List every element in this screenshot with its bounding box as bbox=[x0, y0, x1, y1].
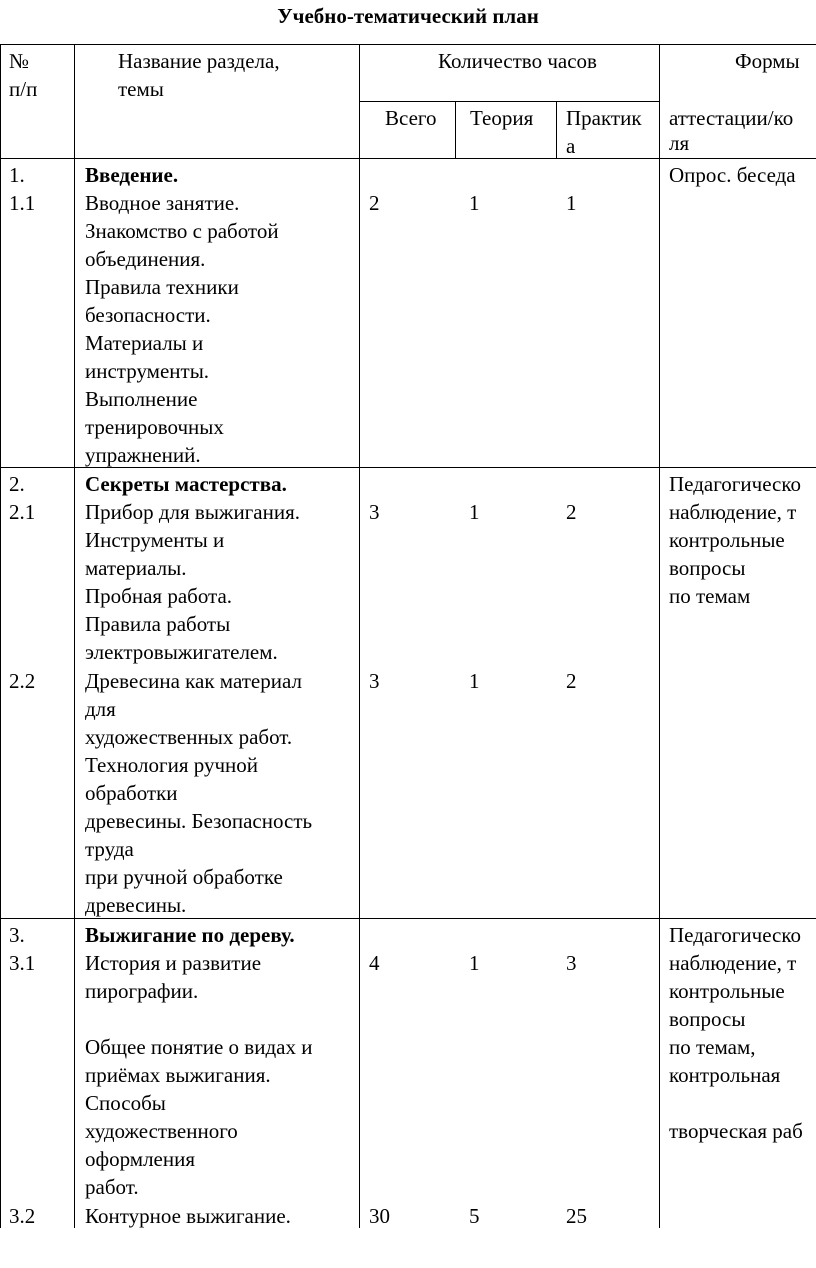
section-1-sub-num: 1.1 bbox=[9, 191, 36, 215]
header-total: Всего bbox=[385, 106, 437, 130]
section-3-practice-2: 25 bbox=[566, 1204, 587, 1228]
section-1-line: тренировочных bbox=[85, 415, 224, 439]
header-hours: Количество часов bbox=[438, 49, 597, 73]
section-3-forms: Педагогическо bbox=[669, 923, 802, 947]
section-3-forms: творческая раб bbox=[669, 1119, 803, 1143]
section-3-line: художественного bbox=[85, 1119, 238, 1143]
header-num-line2: п/п bbox=[9, 77, 38, 101]
section-2-practice-2: 2 bbox=[566, 669, 577, 693]
section-2-line: для bbox=[85, 697, 116, 721]
section-2-line: древесины. Безопасность bbox=[85, 809, 313, 833]
section-3-forms: контрольная bbox=[669, 1063, 781, 1087]
section-1-line: безопасности. bbox=[85, 303, 211, 327]
col-border-num bbox=[74, 44, 75, 1228]
section-2-line: труда bbox=[85, 837, 134, 861]
section-2-theory: 1 bbox=[469, 500, 480, 524]
section-2-line: при ручной обработке bbox=[85, 865, 283, 889]
header-forms-line3: ля bbox=[669, 131, 690, 155]
col-border-theory-header bbox=[556, 101, 557, 158]
section-2-line: материалы. bbox=[85, 556, 187, 580]
section-2-theory-2: 1 bbox=[469, 669, 480, 693]
section-1-line: упражнений. bbox=[85, 443, 201, 467]
section-3-line: Общее понятие о видах и bbox=[85, 1035, 313, 1059]
section-3-forms: наблюдение, т bbox=[669, 951, 797, 975]
section-2-sub2-num: 2.2 bbox=[9, 669, 36, 693]
section-3-theory-2: 5 bbox=[469, 1204, 480, 1228]
section-3-total: 4 bbox=[369, 951, 380, 975]
section-2-line: Инструменты и bbox=[85, 528, 225, 552]
section-3-line: Контурное выжигание. bbox=[85, 1204, 291, 1228]
section-3-line: Способы bbox=[85, 1091, 166, 1115]
section-2-line: Правила работы bbox=[85, 612, 231, 636]
section-2-forms: контрольные bbox=[669, 528, 785, 552]
table-top-border bbox=[0, 44, 816, 45]
section-2-line: Пробная работа. bbox=[85, 584, 233, 608]
section-1-line: Знакомство с работой bbox=[85, 219, 279, 243]
header-forms-line1: Формы bbox=[735, 49, 800, 73]
section-3-total-2: 30 bbox=[369, 1204, 390, 1228]
section-2-line: Прибор для выжигания. bbox=[85, 500, 301, 524]
section-1-line: Выполнение bbox=[85, 387, 198, 411]
header-theory: Теория bbox=[470, 106, 534, 130]
section-3-sub2-num: 3.2 bbox=[9, 1204, 36, 1228]
col-border-total-header bbox=[455, 101, 456, 158]
page-title: Учебно-тематический план bbox=[277, 4, 539, 28]
section-3-theory: 1 bbox=[469, 951, 480, 975]
header-forms-line2: аттестации/ко bbox=[669, 106, 794, 130]
section-1-line: Правила техники bbox=[85, 275, 239, 299]
section-2-num: 2. bbox=[9, 472, 25, 496]
section-1-practice: 1 bbox=[566, 191, 577, 215]
section-2-line: Древесина как материал bbox=[85, 669, 302, 693]
section-3-forms: по темам, bbox=[669, 1035, 756, 1059]
section-1-forms: Опрос. беседа bbox=[669, 163, 796, 187]
header-num-line1: № bbox=[9, 49, 30, 73]
section-3-line: работ. bbox=[85, 1175, 139, 1199]
section-1-theory: 1 bbox=[469, 191, 480, 215]
section-3-forms: контрольные bbox=[669, 979, 785, 1003]
hours-subheader-border bbox=[359, 101, 659, 102]
section-2-line: Технология ручной bbox=[85, 753, 259, 777]
section-3-title: Выжигание по дереву. bbox=[85, 923, 295, 947]
col-border-name bbox=[359, 44, 360, 1228]
section-2-forms: Педагогическо bbox=[669, 472, 802, 496]
section-3-line: оформления bbox=[85, 1147, 196, 1171]
section-2-line: обработки bbox=[85, 781, 178, 805]
header-practice-line1: Практик bbox=[566, 106, 642, 130]
section-2-practice: 2 bbox=[566, 500, 577, 524]
section-2-forms: вопросы bbox=[669, 556, 746, 580]
section-1-total: 2 bbox=[369, 191, 380, 215]
section-1-title: Введение. bbox=[85, 163, 179, 187]
section-1-line: Материалы и bbox=[85, 331, 204, 355]
header-name-line2: темы bbox=[118, 77, 164, 101]
section-1-line: объединения. bbox=[85, 247, 206, 271]
section-3-forms: вопросы bbox=[669, 1007, 746, 1031]
section-3-practice: 3 bbox=[566, 951, 577, 975]
col-border-left bbox=[0, 44, 1, 1228]
section-2-total-2: 3 bbox=[369, 669, 380, 693]
section-3-line: История и развитие bbox=[85, 951, 262, 975]
section-2-sub-num: 2.1 bbox=[9, 500, 36, 524]
section-3-sub-num: 3.1 bbox=[9, 951, 36, 975]
section-2-forms: по темам bbox=[669, 584, 751, 608]
header-name-line1: Название раздела, bbox=[118, 49, 280, 73]
section-3-line: пирографии. bbox=[85, 979, 199, 1003]
section-2-line: художественных работ. bbox=[85, 725, 293, 749]
section-1-line: инструменты. bbox=[85, 359, 210, 383]
col-border-practice bbox=[659, 44, 660, 1228]
section-2-title: Секреты мастерства. bbox=[85, 472, 287, 496]
section-1-line: Вводное занятие. bbox=[85, 191, 240, 215]
header-practice-line2: а bbox=[566, 134, 576, 158]
section-3-line: приёмах выжигания. bbox=[85, 1063, 271, 1087]
section-2-forms: наблюдение, т bbox=[669, 500, 797, 524]
section-1-num: 1. bbox=[9, 163, 25, 187]
section-2-line: электровыжигателем. bbox=[85, 640, 278, 664]
section-2-total: 3 bbox=[369, 500, 380, 524]
header-bottom-border bbox=[0, 158, 816, 159]
section-3-num: 3. bbox=[9, 923, 25, 947]
section-2-line: древесины. bbox=[85, 893, 187, 917]
